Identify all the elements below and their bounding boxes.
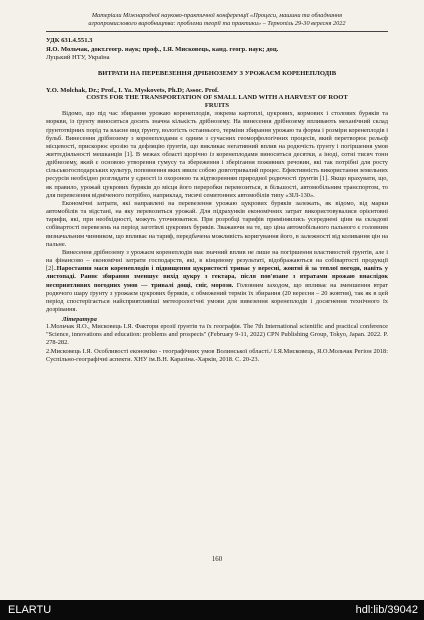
header-line-1: Матеріали Міжнародної науково-практичної конференції «Процеси, машини та обладнання (91, 12, 343, 19)
paragraph-3-plain: Винесення дрібнозему з урожаєм коренеплодів має значний вплив не лише на погіршення властивостей ґрунтів, але і на фінансово – економічні затрати господарств, які, в кінцевому результаті, відображаються на собівартості продукції [2].. (46, 248, 388, 273)
header-divider (46, 31, 388, 32)
conference-header (46, 0, 388, 29)
paragraph-3-bold: Наростання маси коренеплодів і підвищення цукристості триває у вересні, жовтні й за теплої погоди, навіть у листопаді. Раннє збирання зменшує вихід цукру з гектара, після пов'язане з втратами врожаю внаслідок несприятливих погодних умов — тривалі дощі, сніг, морози. (46, 265, 388, 289)
udk-code: УДК 631.4.551.3 (46, 36, 93, 44)
title-english: COSTS FOR THE TRANSPORTATION OF SMALL LAND WITH A HARVEST OF ROOT FRUITS (86, 94, 348, 110)
literature-heading: Література (62, 316, 97, 324)
footer-bar (0, 600, 424, 620)
reference-1: 1.Мольчак Я.О., Мисковець І.Я. Фактори ерозії ґрунтів та їх географія. The 7th International scientific and practical conference "Science, innovations and education: problems and prospects" (February 9-11, 2022) CPN Publishing Group, Tokyo, Japan. 2022. P. 278-282. (46, 323, 388, 347)
authors-english: Y.O. Molchak, Dr.; Prof., I. Ya. Myskovets, Ph.D; Assoc. Prof. (46, 87, 219, 95)
body-paragraph-3 (46, 249, 388, 314)
handle-identifier[interactable]: hdl:lib/39042 (355, 604, 418, 616)
title-ukrainian: ВИТРАТИ НА ПЕРЕВЕЗЕННЯ ДРІБНОЗЕМУ З УРОЖАЄМ КОРЕНЕПЛОДІВ (97, 70, 337, 78)
paragraph-3-tail: Головним заходом, що впливає на зменшення втрат родючого шару ґрунту з урожаєм цукрових буряків, є обмежений термін їх збирання (20 вересня – 20 жовтня), так як в цей період спостерігається найсприятливіші метеорологічні умови для вивезення коренеплодів і досягнення технічного їх дозрівання. (46, 281, 388, 313)
page-number: 160 (211, 556, 223, 563)
reference-2: 2.Мисковець І.Я. Особливості економіко - географічних умов Волинської області./ І.Я.Мисковець, Я.О.Мольчак Регіон 2018: Суспільно-географічні аспекти. ХНУ ім.В.Н. Каразіна.-Харків, 2018. С. 20-23. (46, 347, 388, 363)
body-paragraph-1: Відомо, що під час збирання урожаю коренеплодів, зокрема картоплі, цукрових, кормових і столових буряків та моркви, із ґрунту виноситься досить значна кількість дрібнозему. На винесення дрібнозему впливають механічний склад ґрунтотвірних порід та власне вид ґрунту, вологість останнього, терміни збирання урожаю та форма і розміри коренеплодів і бульб. Винесення дрібнозему з коренеплодами є одним з сучасних геоморфологічних процесів, який перетворює рельєф місцевості, прискорює ерозію та дефляцію ґрунтів, що викликає негативний вплив на родючість ґрунту і погіршення умов життєдіяльності мешканців [1]. В межах області щорічно із коренеплодами виноситься десятки, а іноді, сотні тисяч тонн дрібнозему, який є основою утворення гумусу та збереження і зберігання поживних речовин, які так потрібні для росту сільськогосподарських культур, поповнення яких явилє собою довготривалий процес. Ефективність використання земельних ресурсів необхідно розглядати у єдності із охороною та відтворенням природної родючості ґрунтів [1]. Якщо врахувати, що, як правило, урожай цукрових буряків до місця його переробки перевозиться, в більшості, автомобільним транспортом, то для перевезення відміченого потрібно, наприклад, тисячі семитонних автомобілів типу «ЗІЛ-130». (46, 110, 388, 199)
page-content (46, 0, 388, 600)
header-line-2: агропромислового виробництва: проблеми теорії та практики» – Тернопіль 29-30 вересня 2022 (88, 20, 346, 28)
affiliation: Луцький НТУ, Україна (46, 54, 110, 62)
repository-name: ELARTU (8, 604, 52, 616)
authors-ukrainian: Я.О. Мольчак, докт.геогр. наук; проф., І.Я. Мисковець, канд. геогр. наук; доц. (46, 45, 279, 53)
body-paragraph-2: Економічні затрати, які направлені на перевезення урожаю цукрових буряків залежать, як відомо, від марки автомобілів та відстані, на яку перевозиться урожай. Для підрахунків економічних затрат використовувалися орієнтовні тарифи, які, при необхідності, можуть уточнюватися. При розробці тарифів приміняились усереднені ціни на складові собівартості перевезень на період заготівлі цукрових буряків. Зважаючи на те, що ціна автомобільного пального є головним визначальним чинником, що впливає на тариф, передбачена можливість коригування його, в залежності від коливання цін на пальне. (46, 199, 388, 248)
